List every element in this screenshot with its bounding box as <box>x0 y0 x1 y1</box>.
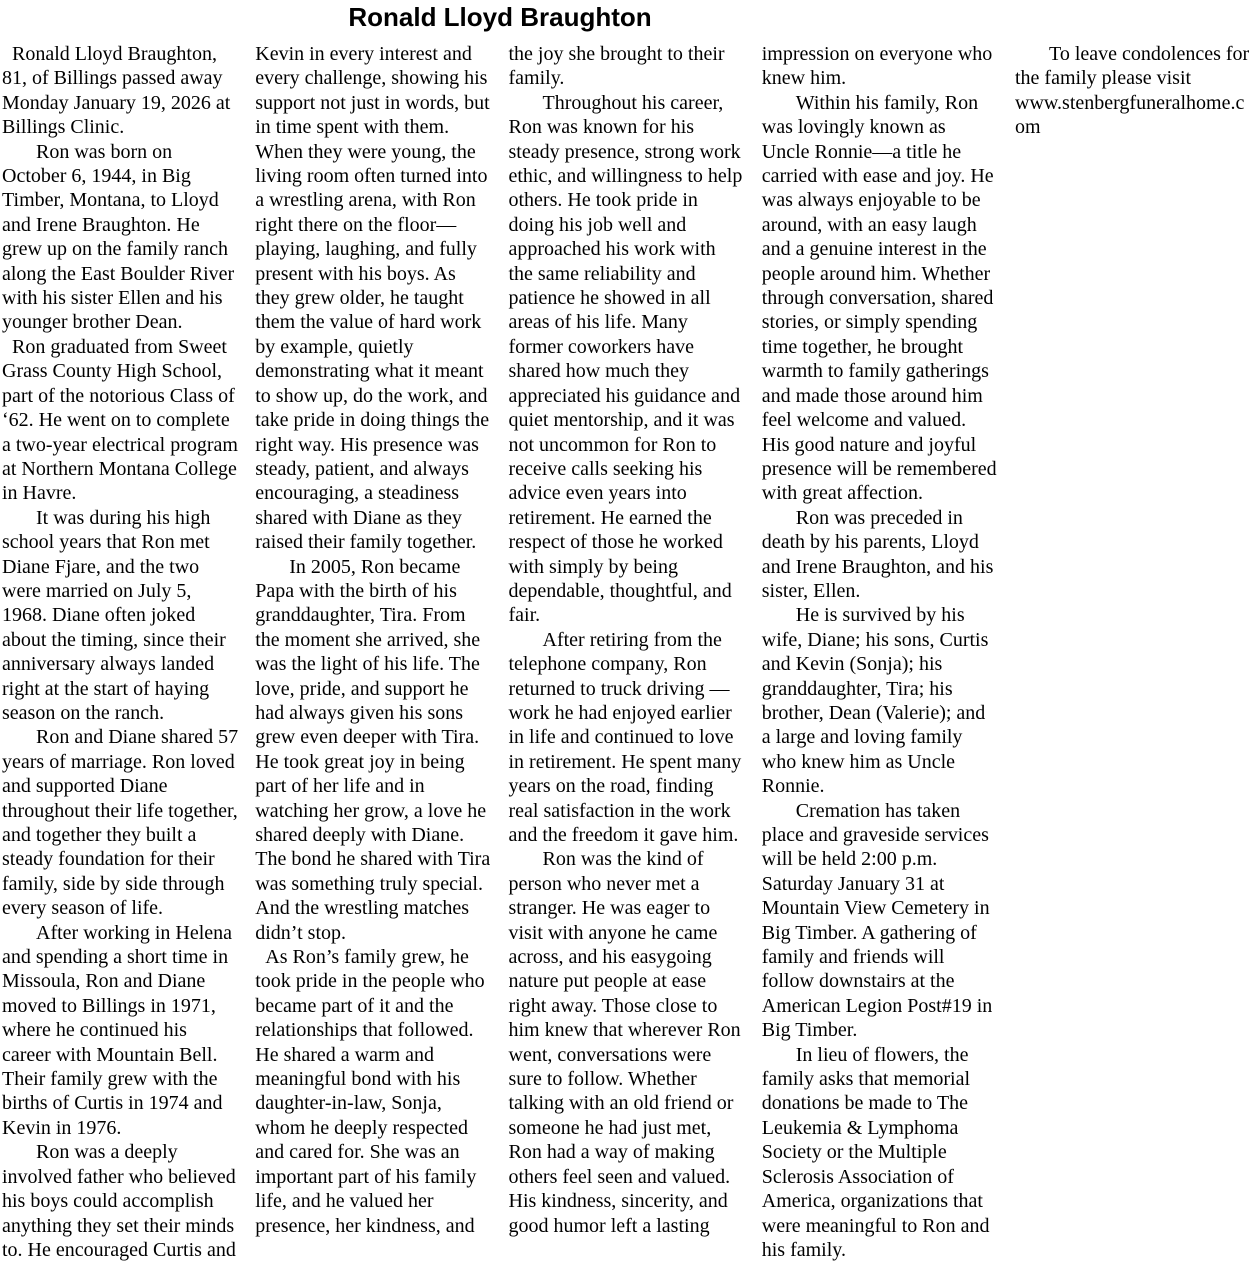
obituary-paragraph: Ron graduated from Sweet Grass County High School, part of the notorious Class of ‘62. He went on to complete a two-year electrical program at Northern Montana College in Havre. <box>2 335 238 505</box>
obituary-paragraph: He is survived by his wife, Diane; his sons, Curtis and Kevin (Sonja); his granddaughter, Tira; his brother, Dean (Valerie); and a large and loving family who knew him as Uncle Ronnie. <box>761 604 989 798</box>
obituary-paragraph: Ron was the kind of person who never met a stranger. He was eager to visit with anyone he came across, and his easygoing nature put people at ease right away. Those close to him knew that wherever Ron went, conversations were sure to follow. Whether talking with an old friend or someone he had just met, Ron had a way of making others feel seen and valued. His kindness, sincerity, and good humor left a lasting impression on everyone who knew him. <box>508 43 993 1237</box>
obituary-paragraph: In lieu of flowers, the family asks that memorial donations be made to The Leukemia & Lymphoma Society or the Multiple Sclerosis Association of America, organizations that were meaningful to Ron and his family. <box>761 1043 990 1261</box>
obituary-paragraph: Ron was preceded in death by his parents, Lloyd and Irene Braughton, and his sister, Ellen. <box>761 506 994 602</box>
obituary-paragraph: Ronald Lloyd Braughton, 81, of Billings passed away Monday January 19, 2026 at Billings Clinic. <box>2 43 231 139</box>
obituary-columns <box>2 42 1250 1278</box>
obituary-paragraph: Within his family, Ron was lovingly known as Uncle Ronnie—a title he carried with ease and joy. He was always enjoyable to be around, with an easy laugh and a genuine interest in the people around him. Whether through conversation, shared stories, or simply spending time together, he brought warmth to family gatherings and made those around him feel welcome and valued. His good nature and joyful presence will be remembered with great affection. <box>761 91 997 505</box>
obituary-paragraph: After retiring from the telephone company, Ron returned to truck driving — work he had enjoyed earlier in life and continued to love in retirement. He spent many years on the road, finding real satisfaction in the work and the freedom it gave him. <box>508 628 742 846</box>
obituary-paragraph: Ron was born on October 6, 1944, in Big Timber, Montana, to Lloyd and Irene Braughton. He grew up on the family ranch along the East Boulder River with his sister Ellen and his younger brother Dean. <box>2 140 235 334</box>
obituary-paragraph: It was during his high school years that Ron met Diane Fjare, and the two were married on July 5, 1968. Diane often joked about the timing, since their anniversary always landed right at the start of haying season on the ranch. <box>2 506 226 724</box>
page-title: Ronald Lloyd Braughton <box>348 2 652 32</box>
obituary-paragraph: Cremation has taken place and graveside services will be held 2:00 p.m. Saturday January 31 at Mountain View Cemetery in Big Timber. A gathering of family and friends will follow downstairs at the American Legion Post#19 in Big Timber. <box>761 799 993 1042</box>
obituary-paragraph: In 2005, Ron became Papa with the birth of his granddaughter, Tira. From the moment she arrived, she was the light of his life. The love, pride, and support he had always given his sons grew even deeper with Tira. He took great joy in being part of her life and in watching her grow, a love he shared deeply with Diane. The bond he shared with Tira was something truly special. And the wrestling matches didn’t stop. <box>255 555 491 944</box>
obituary-paragraph: As Ron’s family grew, he took pride in the people who became part of it and the relationships that followed. He shared a warm and meaningful bond with his daughter-in-law, Sonja, whom he deeply respected and cared for. She was an important part of his family life, and he valued her presence, her kindness, and the joy she brought to their family. <box>255 43 725 1237</box>
obituary-paragraph: Ron and Diane shared 57 years of marriage. Ron loved and supported Diane throughout their life together, and together they built a steady foundation for their family, side by side through every season of life. <box>2 726 239 920</box>
obituary-paragraph: After working in Helena and spending a short time in Missoula, Ron and Diane moved to Billings in 1971, where he continued his career with Mountain Bell. Their family grew with the births of Curtis in 1974 and Kevin in 1976. <box>2 921 233 1139</box>
obituary-page <box>0 2 1250 1282</box>
obituary-paragraph: Ron was a deeply involved father who believed his boys could accomplish anything they set their minds to. He encouraged Curtis and Kevin in every interest and every challenge, showing his support not just in words, but in time spent with them. When they were young, the living room often turned into a wrestling arena, with Ron right there on the floor—playing, laughing, and fully present with his boys. As they grew older, he taught them the value of hard work by example, quietly demonstrating what it meant to show up, do the work, and take pride in doing things the right way. His presence was steady, patient, and always encouraging, a steadiness shared with Diane as they raised their family together. <box>2 43 490 1261</box>
obituary-paragraph: Throughout his career, Ron was known for his steady presence, strong work ethic, and willingness to help others. He took pride in doing his job well and approached his work with the same reliability and patience he showed in all areas of his life. Many former coworkers have shared how much they appreciated his guidance and quiet mentorship, and it was not uncommon for Ron to receive calls seeking his advice even years into retirement. He earned the respect of those he worked with simply by being dependable, thoughtful, and fair. <box>508 91 743 627</box>
obituary-paragraph: To leave condolences for the family please visit www.stenbergfuneralhome.com <box>1015 43 1250 139</box>
